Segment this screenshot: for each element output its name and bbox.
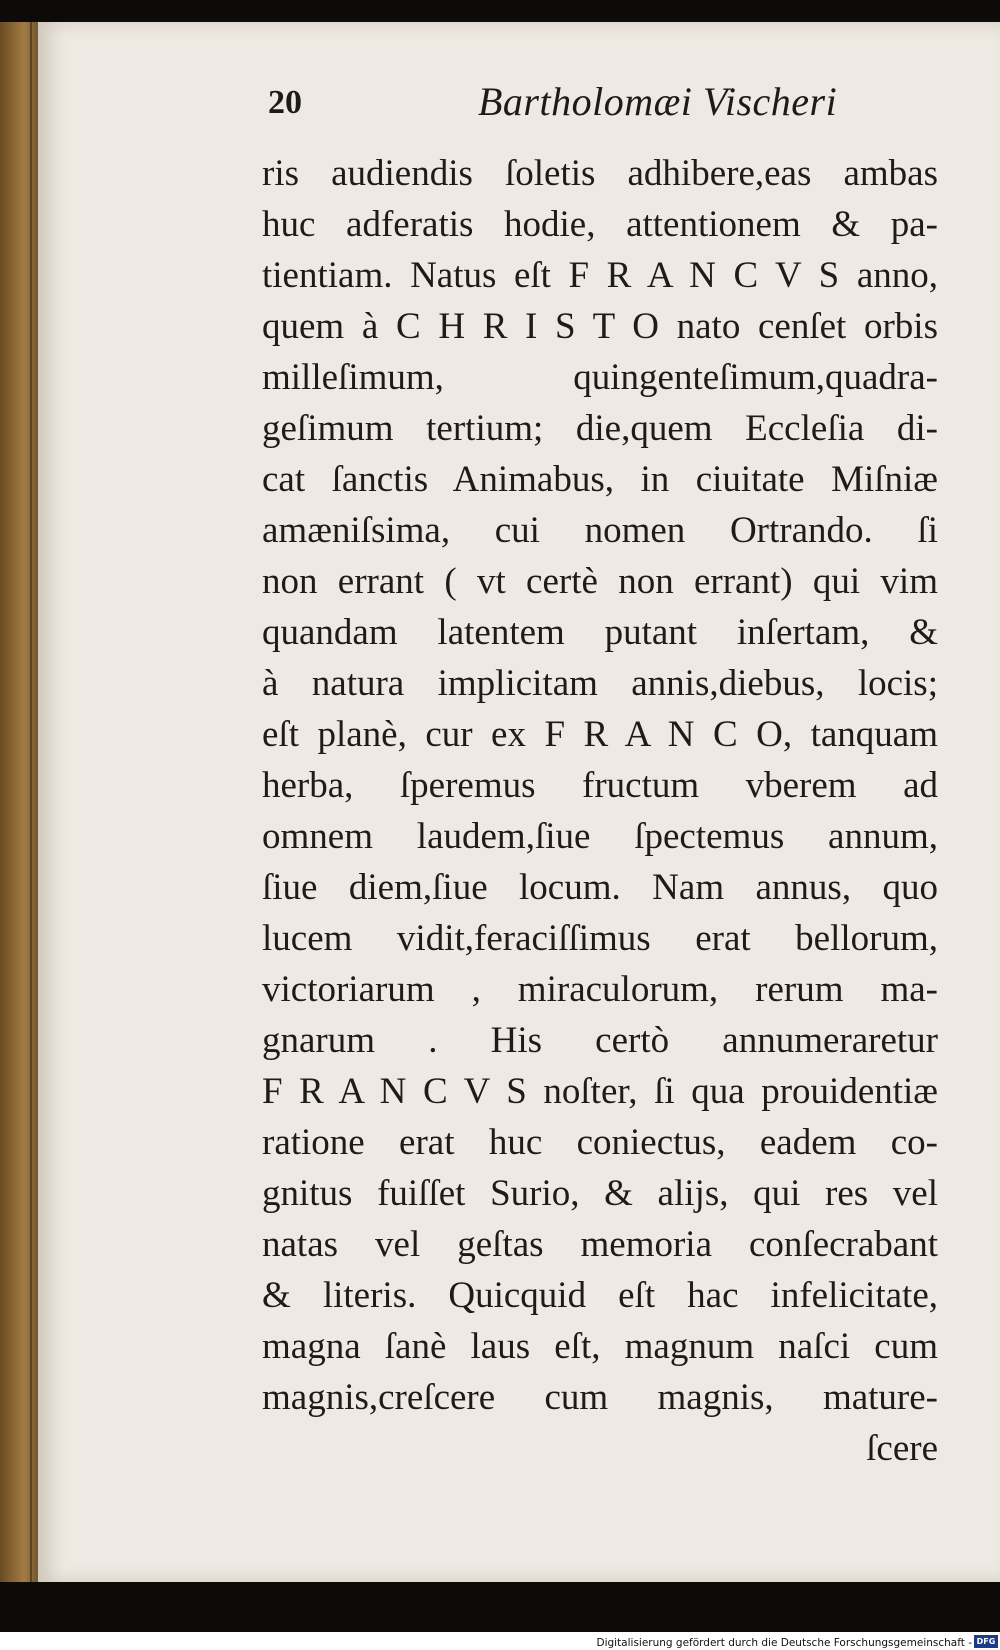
- text-line: F R A N C V S noſter, ſi qua prouidentiæ: [262, 1071, 938, 1112]
- text-line: huc adferatis hodie, attentionem & pa-: [262, 204, 938, 245]
- text-line: ratione erat huc coniectus, eadem co-: [262, 1122, 938, 1163]
- text-line: tientiam. Natus eſt F R A N C V S anno,: [262, 255, 938, 296]
- text-line: geſimum tertium; die,quem Eccleſia di-: [262, 408, 938, 449]
- text-line: cat ſanctis Animabus, in ciuitate Miſniæ: [262, 459, 938, 500]
- text-line: milleſimum, quingenteſimum,quadra-: [262, 357, 938, 398]
- funding-credit: Digitalisierung gefördert durch die Deutsche Forschungsgemeinschaft -: [596, 1637, 972, 1649]
- text-line: quandam latentem putant inſertam, &: [262, 612, 938, 653]
- text-line: gnitus fuiſſet Surio, & alijs, qui res vel: [262, 1173, 938, 1214]
- catchword: ſcere: [866, 1428, 938, 1469]
- text-line: ris audiendis ſoletis adhibere,eas ambas: [262, 153, 938, 194]
- text-line: amæniſsima, cui nomen Ortrando. ſi: [262, 510, 938, 551]
- text-line: non errant ( vt certè non errant) qui vim: [262, 561, 938, 602]
- running-head: Bartholomæi Vischeri: [478, 79, 838, 124]
- text-line: & literis. Quicquid eſt hac infelicitate,: [262, 1275, 938, 1316]
- text-line: magna ſanè laus eſt, magnum naſci cum: [262, 1326, 938, 1367]
- text-line: ſiue diem,ſiue locum. Nam annus, quo: [262, 867, 938, 908]
- text-line: herba, ſperemus fructum vberem ad: [262, 765, 938, 806]
- text-line: quem à C H R I S T O nato cenſet orbis: [262, 306, 938, 347]
- text-line: à natura implicitam annis,diebus, locis;: [262, 663, 938, 704]
- text-line: natas vel geſtas memoria conſecrabant: [262, 1224, 938, 1265]
- text-line: gnarum . His certò annumeraretur: [262, 1020, 938, 1061]
- text-line: magnis,creſcere cum magnis, mature-: [262, 1377, 938, 1418]
- page-number: 20: [268, 84, 302, 121]
- footer-bar: [0, 1632, 1000, 1650]
- text-line: omnem laudem,ſiue ſpectemus annum,: [262, 816, 938, 857]
- text-line: eſt planè, cur ex F R A N C O, tanquam: [262, 714, 938, 755]
- text-line: lucem vidit,feraciſſimus erat bellorum,: [262, 918, 938, 959]
- page-header: [268, 78, 868, 134]
- book-spine-edge: [0, 22, 40, 1582]
- body-text: [262, 148, 938, 1474]
- text-line: victoriarum , miraculorum, rerum ma-: [262, 969, 938, 1010]
- dfg-logo: DFG: [974, 1635, 998, 1648]
